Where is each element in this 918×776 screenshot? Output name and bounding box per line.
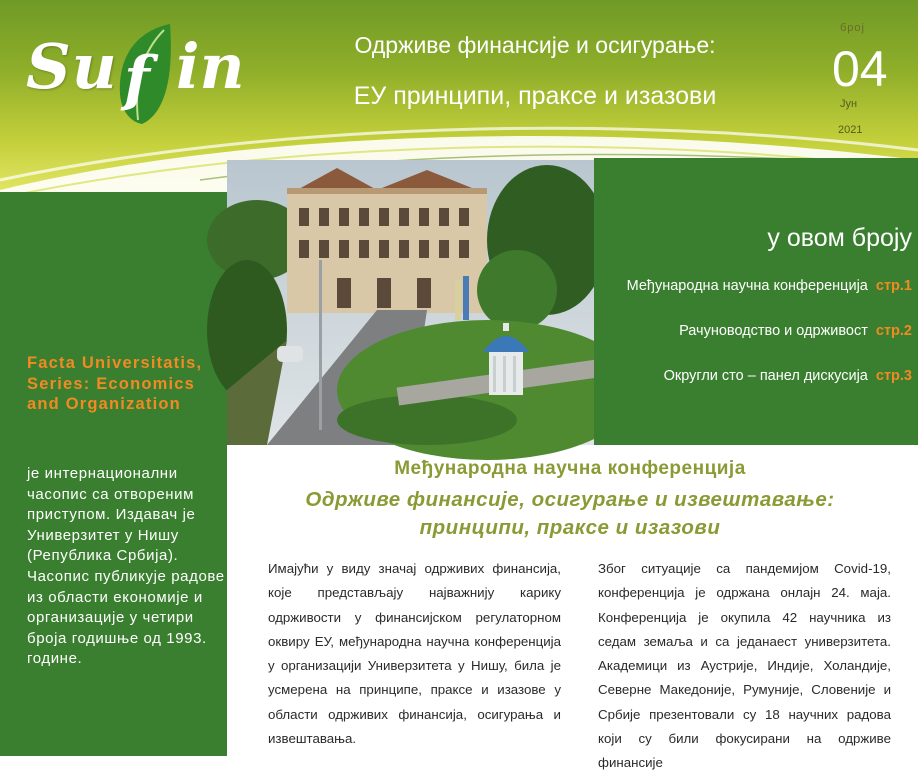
toc-item-label: Међународна научна конференција	[626, 278, 868, 294]
logo-text-right: in	[176, 30, 245, 103]
article-title: Међународна научна конференција	[394, 458, 746, 479]
logo-text-f: f	[124, 44, 150, 114]
issue-month: Јун	[840, 98, 858, 110]
issue-number: 04	[832, 41, 888, 97]
toc-item-label: Рачуноводство и одрживост	[679, 323, 868, 339]
article-subtitle	[240, 486, 900, 542]
journal-description: је интернационални часопис са отвореним приступом. Издавач је Универзитет у Нишу (Република Србија). Часопис публикује радове из области економије и организације у четири броја годишње од 1993. године.	[27, 465, 225, 668]
issue-label: број	[840, 22, 865, 34]
newsletter-title-line2: ЕУ принципи, праксе и изазови	[353, 82, 717, 110]
toc-item-page: стр.1	[875, 278, 912, 294]
article-subtitle-line1: Одрживе финансије, осигурање и извештавање:	[305, 488, 835, 511]
newsletter-title-line1: Одрживе финансије и осигурање:	[354, 32, 716, 58]
article-column-2: Због ситуације са пандемијом Covid-19, конференција је одржана онлајн 24. маја. Конференција је окупила 42 научника из седам земаља и са једанаест универзитета. Академици из Аустрије, Индије, Холандије, Северне Македоније, Румуније, Словеније и Србије презентовали су 18 научних радова који су били фокусирани на одрживе финансије	[598, 561, 891, 771]
toc-item-label: Округли сто – панел дискусија	[663, 368, 868, 384]
toc-item-conference[interactable]	[627, 278, 912, 294]
toc-item-accounting[interactable]	[679, 323, 912, 339]
toc-item-page: стр.2	[875, 323, 912, 339]
toc-item-round-table[interactable]	[664, 368, 912, 384]
toc-item-page: стр.3	[875, 368, 912, 384]
toc-panel	[594, 158, 918, 445]
issue-year: 2021	[838, 124, 863, 136]
logo-text-left: Su	[26, 30, 118, 103]
article-subtitle-line2: принципи, праксе и изазови	[419, 516, 721, 539]
article-column-1: Имајући у виду значај одрживих финансија, које представљају најважнију карику одрживости у финансијском регулаторном оквиру ЕУ, међународна научна конференција у организацији Универзитета у Нишу, била је усмерена на принципе, праксе и изазове у области одрживих финансија, осигурања и извештавања.	[268, 561, 561, 747]
toc-heading: у овом броју	[767, 224, 912, 252]
sufin-logo	[26, 22, 256, 132]
journal-title: Facta Universitatis, Series: Economics and Organization	[27, 354, 203, 413]
university-photo	[227, 160, 594, 445]
